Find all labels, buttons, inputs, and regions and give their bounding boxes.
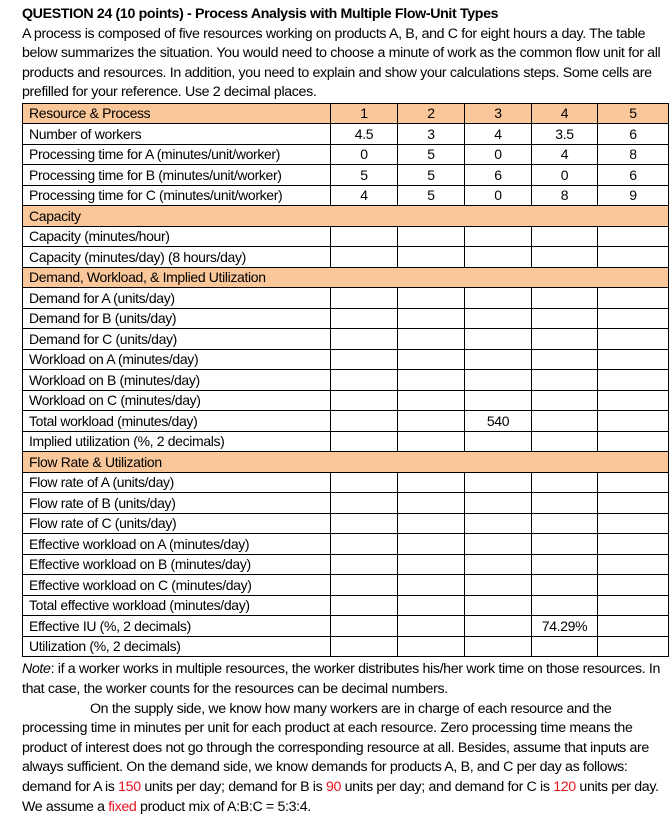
demand-c-value: 120 [553, 779, 576, 796]
row-label: Number of workers [23, 124, 331, 145]
table-cell[interactable] [398, 308, 465, 329]
table-row [23, 226, 669, 247]
table-cell[interactable] [465, 390, 532, 411]
table-cell[interactable] [331, 534, 398, 555]
table-cell[interactable] [331, 288, 398, 309]
table-cell[interactable] [598, 513, 669, 534]
table-cell[interactable] [331, 226, 398, 247]
table-cell[interactable]: 3 [398, 124, 465, 145]
table-cell[interactable] [398, 534, 465, 555]
table-cell[interactable] [532, 288, 598, 309]
table-cell[interactable] [398, 288, 465, 309]
table-cell[interactable] [331, 513, 398, 534]
table-cell[interactable] [598, 534, 669, 555]
table-cell[interactable] [398, 370, 465, 391]
row-label: Workload on B (minutes/day) [23, 370, 331, 391]
row-label: Processing time for C (minutes/unit/worker) [23, 185, 331, 206]
row-label: Demand for A (units/day) [23, 288, 331, 309]
process-analysis-table [22, 103, 669, 658]
table-row [23, 616, 669, 637]
table-cell[interactable]: 4 [532, 144, 598, 165]
section-title: Capacity [23, 206, 669, 227]
table-cell[interactable]: 8 [532, 185, 598, 206]
table-cell[interactable] [598, 411, 669, 432]
table-row [23, 575, 669, 596]
table-cell[interactable] [465, 349, 532, 370]
table-cell[interactable] [331, 595, 398, 616]
table-cell[interactable]: 6 [598, 124, 669, 145]
table-cell[interactable] [331, 411, 398, 432]
table-cell[interactable] [532, 513, 598, 534]
paragraph-text: product mix of A:B:C = 5:3:4. [136, 798, 311, 815]
table-cell[interactable]: 0 [465, 185, 532, 206]
table-cell[interactable]: 540 [465, 411, 532, 432]
section-title: Demand, Workload, & Implied Utilization [23, 267, 669, 288]
table-cell[interactable] [465, 493, 532, 514]
table-cell[interactable] [398, 329, 465, 350]
table-cell[interactable] [532, 493, 598, 514]
table-cell[interactable] [331, 431, 398, 452]
table-cell[interactable]: 4.5 [331, 124, 398, 145]
table-cell[interactable] [465, 370, 532, 391]
row-label: Flow rate of C (units/day) [23, 513, 331, 534]
table-cell[interactable] [598, 636, 669, 657]
table-cell[interactable] [331, 308, 398, 329]
row-label: Workload on C (minutes/day) [23, 390, 331, 411]
paragraph-text: units per day; and demand for C is [341, 779, 554, 796]
row-label: Effective workload on C (minutes/day) [23, 575, 331, 596]
table-row [23, 370, 669, 391]
table-row [23, 390, 669, 411]
table-cell[interactable] [465, 636, 532, 657]
note-text [22, 660, 668, 699]
table-cell[interactable] [532, 472, 598, 493]
table-cell[interactable]: 5 [331, 165, 398, 186]
table-cell[interactable] [465, 431, 532, 452]
row-label: Demand for B (units/day) [23, 308, 331, 329]
table-cell[interactable] [398, 636, 465, 657]
table-cell[interactable] [398, 349, 465, 370]
header-resource-1: 1 [331, 103, 398, 124]
demand-a-value: 150 [118, 779, 141, 796]
row-label: Effective workload on B (minutes/day) [23, 554, 331, 575]
table-cell[interactable] [398, 554, 465, 575]
row-label: Processing time for A (minutes/unit/worker) [23, 144, 331, 165]
table-row [23, 288, 669, 309]
note-label: Note [22, 661, 51, 678]
table-cell[interactable] [532, 308, 598, 329]
table-cell[interactable]: 0 [331, 144, 398, 165]
header-resource-4: 4 [532, 103, 598, 124]
row-label: Capacity (minutes/hour) [23, 226, 331, 247]
table-cell[interactable] [598, 616, 669, 637]
table-cell[interactable] [598, 431, 669, 452]
table-cell[interactable]: 74.29% [532, 616, 598, 637]
row-label: Flow rate of A (units/day) [23, 472, 331, 493]
table-cell[interactable] [532, 226, 598, 247]
table-cell[interactable] [331, 329, 398, 350]
table-cell[interactable] [598, 472, 669, 493]
table-cell[interactable] [398, 513, 465, 534]
row-label: Flow rate of B (units/day) [23, 493, 331, 514]
table-cell[interactable] [532, 411, 598, 432]
table-cell[interactable] [598, 329, 669, 350]
table-cell[interactable]: 6 [465, 165, 532, 186]
table-cell[interactable] [331, 554, 398, 575]
table-cell[interactable] [331, 390, 398, 411]
table-header-row [23, 103, 669, 124]
table-cell[interactable] [465, 308, 532, 329]
table-cell[interactable] [598, 370, 669, 391]
table-cell[interactable] [532, 575, 598, 596]
table-cell[interactable] [398, 616, 465, 637]
table-cell[interactable] [465, 472, 532, 493]
table-cell[interactable] [465, 595, 532, 616]
table-cell[interactable]: 8 [598, 144, 669, 165]
table-cell[interactable] [398, 247, 465, 268]
table-row [23, 411, 669, 432]
table-cell[interactable]: 4 [465, 124, 532, 145]
header-resource-5: 5 [598, 103, 669, 124]
question-document [22, 5, 668, 817]
header-label: Resource & Process [23, 103, 331, 124]
table-cell[interactable] [398, 390, 465, 411]
table-cell[interactable] [465, 534, 532, 555]
fixed-keyword: fixed [108, 798, 137, 815]
table-cell[interactable] [465, 575, 532, 596]
table-row [23, 329, 669, 350]
table-cell[interactable] [598, 308, 669, 329]
table-cell[interactable] [598, 390, 669, 411]
table-cell[interactable] [398, 411, 465, 432]
table-cell[interactable] [598, 226, 669, 247]
table-cell[interactable] [465, 513, 532, 534]
section-title: Flow Rate & Utilization [23, 452, 669, 473]
table-row [23, 349, 669, 370]
problem-paragraph [22, 700, 668, 818]
row-label: Implied utilization (%, 2 decimals) [23, 431, 331, 452]
table-cell[interactable] [465, 226, 532, 247]
table-cell[interactable] [398, 595, 465, 616]
table-cell[interactable]: 0 [532, 165, 598, 186]
table-cell[interactable] [398, 472, 465, 493]
table-cell[interactable] [598, 595, 669, 616]
table-cell[interactable] [465, 247, 532, 268]
section-row [23, 206, 669, 227]
header-resource-3: 3 [465, 103, 532, 124]
table-cell[interactable] [398, 431, 465, 452]
table-cell[interactable] [598, 575, 669, 596]
table-cell[interactable] [331, 472, 398, 493]
table-row [23, 595, 669, 616]
row-label: Total workload (minutes/day) [23, 411, 331, 432]
table-cell[interactable] [331, 575, 398, 596]
table-cell[interactable] [598, 247, 669, 268]
table-cell[interactable] [598, 288, 669, 309]
table-row [23, 124, 669, 145]
table-cell[interactable] [331, 370, 398, 391]
table-cell[interactable] [465, 329, 532, 350]
table-cell[interactable] [532, 370, 598, 391]
row-label: Total effective workload (minutes/day) [23, 595, 331, 616]
table-cell[interactable] [331, 616, 398, 637]
table-cell[interactable] [532, 595, 598, 616]
table-cell[interactable] [398, 575, 465, 596]
paragraph-text: units per day; demand for B is [140, 779, 326, 796]
table-cell[interactable] [331, 636, 398, 657]
table-cell[interactable] [465, 288, 532, 309]
question-intro: A process is composed of five resources working on products A, B, and C for eight hours a day. The table below summarizes the situation. You would need to choose a minute of work as the common flow unit for all products and resources. In addition, you need to explain and show your calculations steps. Some cells are prefilled for your reference. Use 2 decimal places. [22, 25, 661, 101]
row-label: Demand for C (units/day) [23, 329, 331, 350]
table-cell[interactable]: 4 [331, 185, 398, 206]
row-label: Processing time for B (minutes/unit/worker) [23, 165, 331, 186]
section-row [23, 267, 669, 288]
table-cell[interactable] [532, 636, 598, 657]
table-row [23, 431, 669, 452]
table-cell[interactable] [532, 534, 598, 555]
paragraph-text: On the supply side, we know how many workers are in charge of each resource and the processing time in minutes per unit for each product at each resource. Zero processing time means the product of interest does not go through the corresponding resource at all. Besides, assume that inputs are always sufficient. On the demand side, we know demands for products A, B, and C per day as follows: demand for A is [22, 700, 649, 796]
row-label: Utilization (%, 2 decimals) [23, 636, 331, 657]
table-cell[interactable] [598, 493, 669, 514]
table-row [23, 165, 669, 186]
table-cell[interactable] [532, 431, 598, 452]
table-cell[interactable] [331, 493, 398, 514]
table-row [23, 185, 669, 206]
table-cell[interactable] [598, 554, 669, 575]
table-cell[interactable]: 0 [465, 144, 532, 165]
table-row [23, 472, 669, 493]
table-cell[interactable] [398, 493, 465, 514]
note-body: : if a worker works in multiple resources, the worker distributes his/her work time on those resources. In that case, the worker counts for the resources can be decimal numbers. [22, 661, 661, 698]
table-row [23, 247, 669, 268]
table-cell[interactable] [465, 616, 532, 637]
table-cell[interactable] [532, 247, 598, 268]
table-row [23, 493, 669, 514]
table-cell[interactable] [331, 247, 398, 268]
table-cell[interactable]: 5 [398, 185, 465, 206]
table-cell[interactable] [532, 329, 598, 350]
table-cell[interactable] [598, 349, 669, 370]
row-label: Effective IU (%, 2 decimals) [23, 616, 331, 637]
table-row [23, 554, 669, 575]
table-cell[interactable] [532, 349, 598, 370]
table-cell[interactable]: 5 [398, 144, 465, 165]
table-cell[interactable] [532, 554, 598, 575]
table-row [23, 513, 669, 534]
paragraph-text: units per day. We assume a [22, 779, 659, 815]
table-row [23, 534, 669, 555]
table-cell[interactable] [465, 554, 532, 575]
question-title: QUESTION 24 (10 points) - Process Analysis with Multiple Flow-Unit Types [22, 6, 499, 22]
table-row [23, 308, 669, 329]
row-label: Capacity (minutes/day) (8 hours/day) [23, 247, 331, 268]
table-cell[interactable]: 6 [598, 165, 669, 186]
table-cell[interactable] [398, 226, 465, 247]
table-cell[interactable]: 3.5 [532, 124, 598, 145]
section-row [23, 452, 669, 473]
table-cell[interactable] [532, 390, 598, 411]
header-resource-2: 2 [398, 103, 465, 124]
row-label: Workload on A (minutes/day) [23, 349, 331, 370]
table-cell[interactable]: 5 [398, 165, 465, 186]
table-cell[interactable]: 9 [598, 185, 669, 206]
row-label: Effective workload on A (minutes/day) [23, 534, 331, 555]
table-row [23, 636, 669, 657]
table-row [23, 144, 669, 165]
demand-b-value: 90 [325, 779, 342, 796]
table-cell[interactable] [331, 349, 398, 370]
